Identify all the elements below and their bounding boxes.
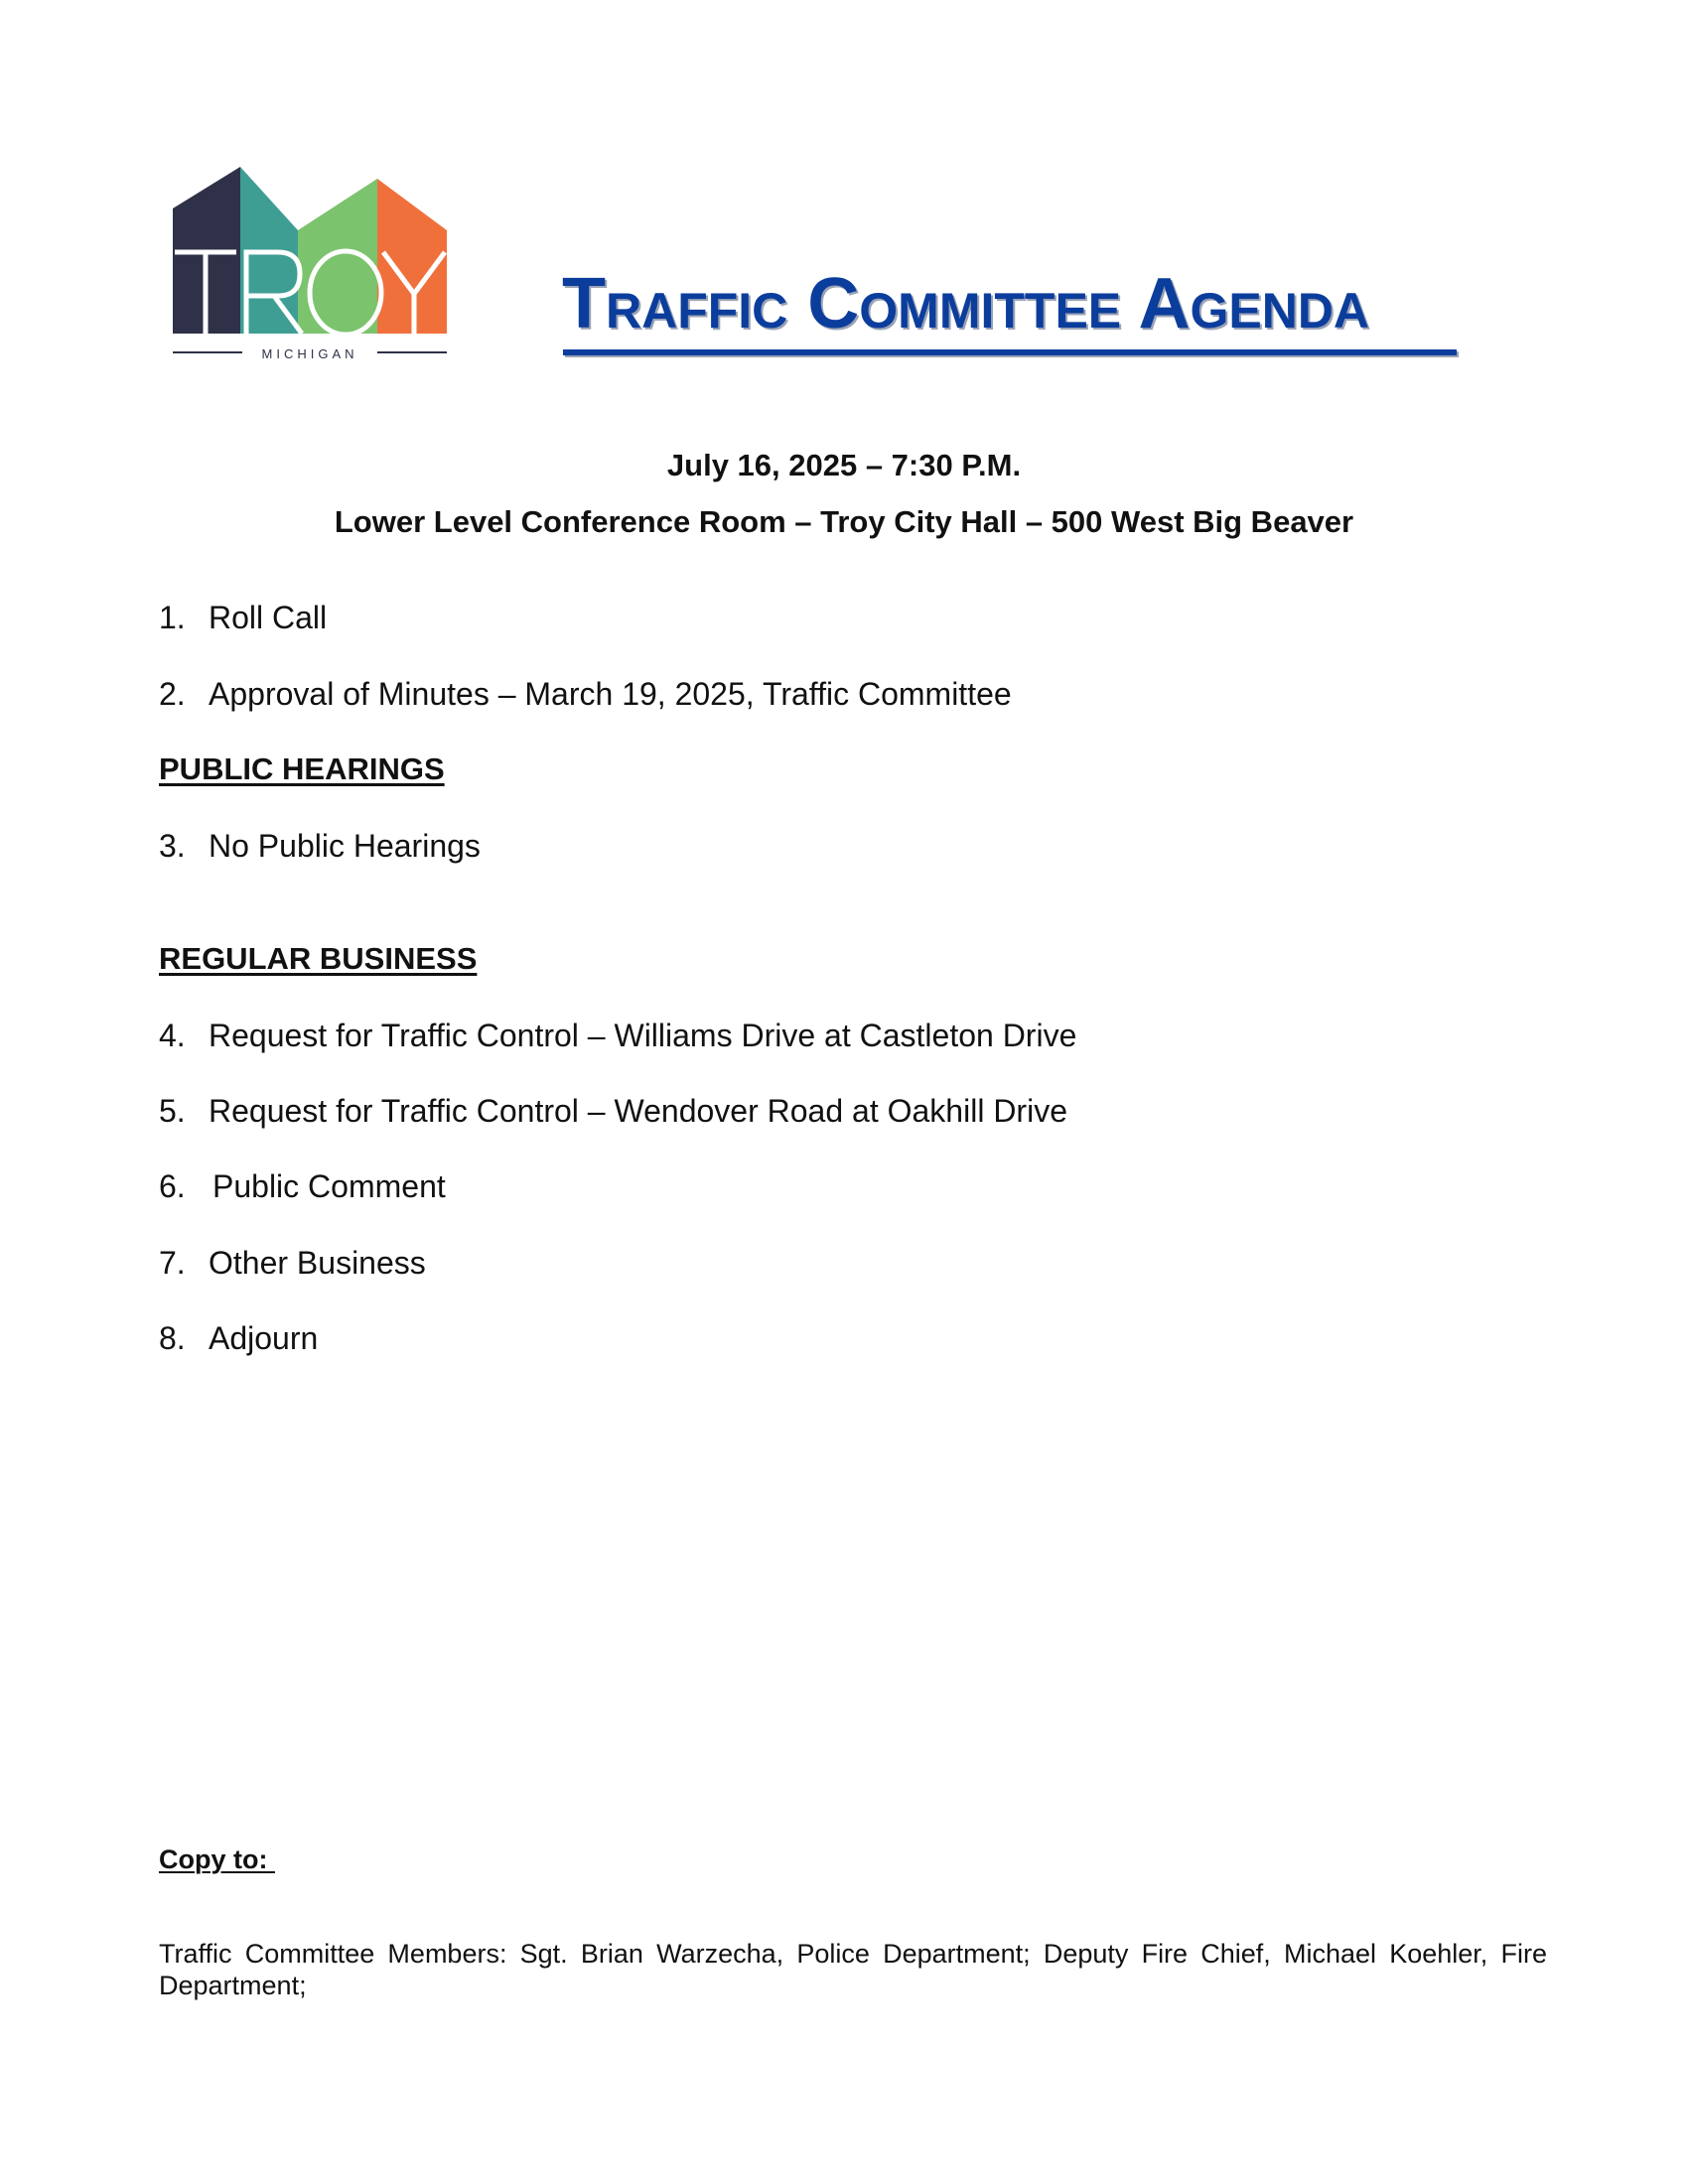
agenda-item [159,676,1012,713]
troy-michigan-logo [171,167,449,361]
agenda-item-number: 4. [159,1018,186,1053]
agenda-item-number: 2. [159,676,186,712]
agenda-item [159,1018,1076,1054]
agenda-item-text: Roll Call [209,600,328,635]
agenda-item-text: Request for Traffic Control – Wendover Road at Oakhill Drive [209,1093,1067,1129]
title-underline [563,349,1457,355]
agenda-item-text: Request for Traffic Control – Williams Drive at Castleton Drive [209,1018,1077,1053]
page-title: Traffic Committee Agenda [562,264,1370,343]
agenda-item-number: 8. [159,1320,186,1356]
agenda-item-text: Other Business [209,1245,426,1281]
agenda-item-number: 5. [159,1093,186,1129]
agenda-item-text: Public Comment [212,1168,446,1204]
agenda-item-number: 6. [159,1168,186,1204]
agenda-item [159,1093,1067,1130]
agenda-item-text: Adjourn [209,1320,319,1356]
agenda-item [159,600,327,636]
agenda-item [159,1320,318,1357]
section-heading-public-hearings: PUBLIC HEARINGS [159,751,445,786]
agenda-item-number: 1. [159,600,186,635]
agenda-item [159,828,481,865]
agenda-item-text: No Public Hearings [209,828,481,864]
agenda-item-number: 3. [159,828,186,864]
section-heading-regular-business: REGULAR BUSINESS [159,941,478,976]
meeting-location: Lower Level Conference Room – Troy City Hall – 500 West Big Beaver [334,504,1354,539]
agenda-item [159,1245,426,1282]
agenda-item [159,1168,446,1205]
copy-to-label: Copy to: [159,1844,275,1874]
logo-state-text: MICHIGAN [261,346,358,361]
committee-members-list: Traffic Committee Members: Sgt. Brian Warzecha, Police Department; Deputy Fire Chief, Michael Koehler, Fire Department; [159,1939,1547,2000]
meeting-date-time: July 16, 2025 – 7:30 P.M. [666,448,1022,482]
agenda-item-number: 7. [159,1245,186,1281]
agenda-item-text: Approval of Minutes – March 19, 2025, Traffic Committee [209,676,1012,712]
